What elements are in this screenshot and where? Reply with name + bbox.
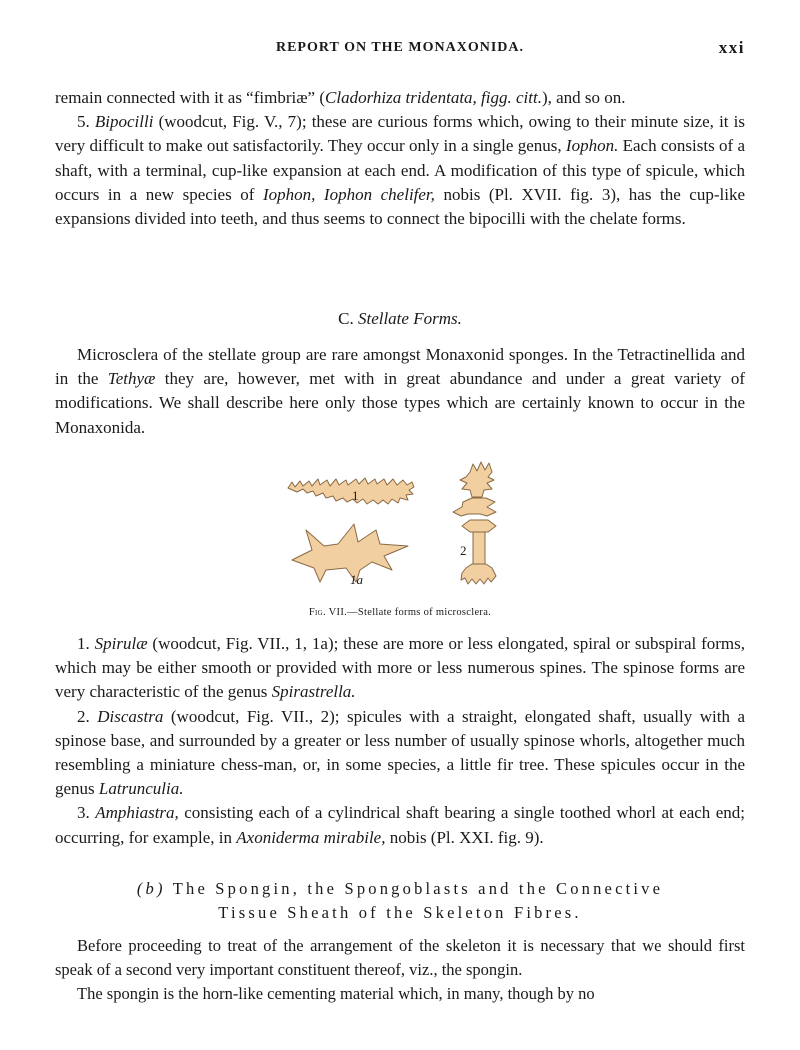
item-number: 5.	[77, 112, 90, 132]
spirula-spicule	[288, 478, 414, 504]
term-bipocilli: Bipocilli	[94, 112, 154, 132]
section-c-prefix: C.	[338, 309, 354, 328]
term-discastra: Discastra	[97, 706, 164, 726]
running-title: REPORT ON THE MONAXONIDA.	[275, 40, 524, 55]
figure-caption	[55, 601, 745, 625]
para2-text-3: nobis (Pl. XVII. fig. 3), has the cup-like expansions divided into teeth, and thus seems to connect the bipocilli with the chelate forms.	[55, 184, 745, 229]
genus-iophon: Iophon.	[565, 136, 619, 156]
figure-label-1a: 1a	[350, 572, 363, 587]
list-item: 2. Discastra (woodcut, Fig. VII., 2); spicules with a straight, elongated shaft, usually with a spinose base, and surrounded by a greater or less number of usually spinose whorls, altogether much resembling a miniature chess-man, or, in some species, a little fir tree. These spicules occur in the genus Latrunculia.	[55, 706, 746, 799]
figure-stellate-microsclera	[280, 458, 520, 598]
paragraph-spongin-intro: Before proceeding to treat of the arrangement of the skeleton it is necessary that we should first speak of a second very important constituent thereof, viz., the spongin.	[55, 936, 745, 980]
text-block-spongin	[55, 934, 745, 1007]
para2-text-1: (woodcut, Fig. V., 7); these are curious forms which, owing to their minute size, it is very difficult to make out satisfactorily. They occur only in a single genus,	[55, 112, 746, 156]
figure-label-2: 2	[460, 543, 467, 558]
page-number: xxi	[718, 38, 745, 57]
para2-text-2: Each consists of a shaft, with a terminal, cup-like expansion at each end. A modification of this type of spicule, which occurs in a new species of	[55, 136, 745, 204]
list-item: 3. Amphiastra, consisting each of a cylindrical shaft bearing a single toothed whorl at each end; occurring, for example, in Axoniderma mirabile, nobis (Pl. XXI. fig. 9).	[55, 803, 746, 847]
section-b-prefix: (b)	[136, 879, 166, 898]
text-block-stellate	[55, 343, 745, 440]
term-spirulae: Spirulæ	[94, 634, 148, 653]
term-amphiastra: Amphiastra,	[95, 803, 179, 823]
text-block-top	[55, 86, 745, 231]
paragraph-microsclera	[55, 343, 745, 440]
paragraph-bipocilli	[55, 110, 745, 231]
para1-text: remain connected with it as “fimbriæ” (	[55, 88, 326, 107]
running-header	[55, 40, 745, 62]
section-c-heading	[55, 307, 745, 331]
list-item: 1. Spirulæ (woodcut, Fig. VII., 1, 1a); these are more or less elongated, spiral or subspiral forms, which may be either smooth or provided with more or less numerous spines. The spinose forms are very characteristic of the genus Spirastrella.	[55, 634, 746, 702]
section-c-title: Stellate Forms.	[357, 309, 462, 328]
paragraph-continuation	[55, 86, 745, 110]
para3-text-1: Microsclera of the stellate group are rare amongst Monaxonid sponges. In the Tetractinellida and in the	[55, 345, 745, 389]
para1-end: ), and so on.	[541, 88, 626, 107]
caption-text: —Stellate forms of microsclera.	[347, 607, 492, 618]
section-b-line-2: Tissue Sheath of the Skeleton Fibres.	[218, 903, 582, 922]
italic-tethyae: Tethyæ	[107, 369, 156, 389]
section-b-line-1: (b) The Spongin, the Spongoblasts and the Connective	[136, 879, 664, 898]
text-block-items	[55, 632, 745, 850]
species-iophon-chelifer: Iophon, Iophon chelifer,	[262, 184, 435, 204]
para3-text-2: they are, however, met with in great abundance and under a great variety of modifications. We shall describe here only those types which are certainly known to occur in the Monaxonida.	[55, 369, 745, 437]
figure-label-1: 1	[352, 488, 359, 503]
discastra-spicule	[453, 462, 496, 584]
caption-prefix: Fig. VII.	[308, 607, 348, 618]
section-b-heading	[55, 877, 745, 925]
paragraph-spongin-definition: The spongin is the horn-like cementing material which, in many, though by no	[77, 984, 595, 1004]
para1-italic: Cladorhiza tridentata, figg. citt.	[325, 88, 542, 107]
